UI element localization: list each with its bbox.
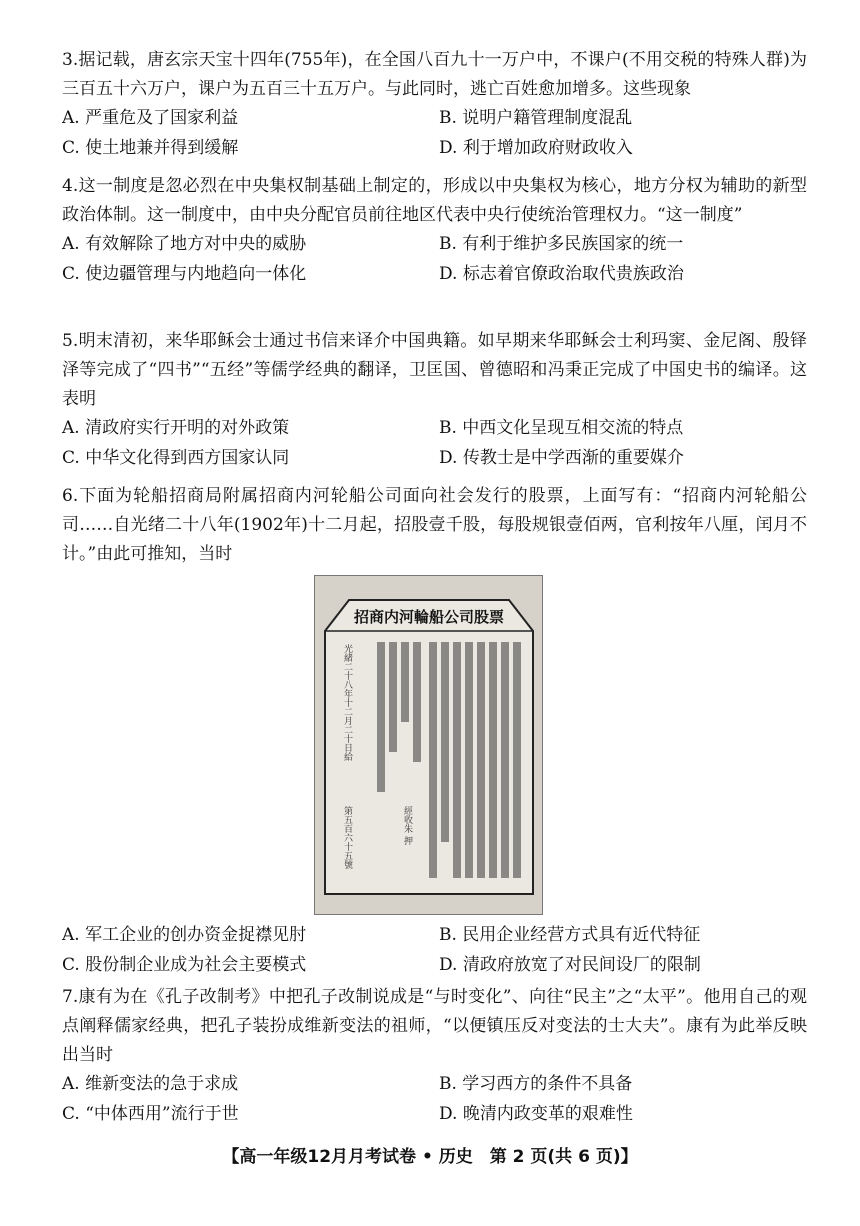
question-5 (62, 327, 807, 473)
option-a: A. 维新变法的急于求成 (62, 1074, 239, 1094)
question-stem: 6.下面为轮船招商局附属招商内河轮船公司面向社会发行的股票，上面写有：“招商内河轮船公司……自光绪二十八年(1902年)十二月起，招股壹千股，每股规银壹佰两，官利按年八厘，闰月不计。”由此可推知，当时 (62, 486, 807, 564)
option-d: D. 清政府放宽了对民间设厂的限制 (439, 954, 701, 975)
question-stem: 3.据记载，唐玄宗天宝十四年(755年)，在全国八百九十一万户中，不课户(不用交税的特殊人群)为三百五十六万户，课户为五百三十五万户。与此同时，逃亡百姓愈加增多。这些现象 (62, 50, 807, 99)
option-b: B. 学习西方的条件不具备 (439, 1074, 633, 1094)
certificate-header: 招商内河輪船公司股票 (353, 608, 505, 626)
option-a: A. 清政府实行开明的对外政策 (62, 418, 290, 438)
option-b: B. 中西文化呈现互相交流的特点 (439, 418, 684, 438)
certificate-signature: 經收朱 押 (402, 806, 412, 845)
certificate-number: 第五百六十五號 (342, 806, 352, 869)
option-a: A. 严重危及了国家利益 (62, 108, 239, 128)
stock-certificate-image (314, 575, 543, 915)
question-6 (62, 482, 807, 569)
option-d: D. 利于增加政府财政收入 (439, 137, 633, 158)
option-c: C. 使边疆管理与内地趋向一体化 (62, 263, 307, 284)
option-b: B. 民用企业经营方式具有近代特征 (439, 925, 701, 945)
question-6-options (62, 921, 807, 980)
question-7 (62, 983, 807, 1129)
option-d: D. 晚清内政变革的艰难性 (439, 1103, 633, 1124)
question-4 (62, 172, 807, 289)
option-a: A. 有效解除了地方对中央的威胁 (62, 234, 307, 254)
option-c: C. 股份制企业成为社会主要模式 (62, 954, 307, 975)
question-stem: 4.这一制度是忽必烈在中央集权制基础上制定的，形成以中央集权为核心，地方分权为辅助的新型政治体制。这一制度中，由中央分配官员前往地区代表中央行使统治管理权力。“这一制度” (62, 176, 807, 225)
question-stem: 7.康有为在《孔子改制考》中把孔子改制说成是“与时变化”、向往“民主”之“太平”。他用自己的观点阐释儒家经典，把孔子装扮成维新变法的祖师，“以便镇压反对变法的士大夫”。康有为此举反映出当时 (62, 987, 807, 1065)
option-d: D. 标志着官僚政治取代贵族政治 (439, 263, 684, 284)
option-c: C. 使土地兼并得到缓解 (62, 137, 239, 158)
options (62, 104, 807, 163)
page-footer: 【高一年级12月月考试卷 • 历史 第 2 页(共 6 页)】 (222, 1147, 638, 1167)
options (62, 230, 807, 289)
options (62, 921, 807, 980)
options (62, 414, 807, 473)
question-3 (62, 46, 807, 163)
option-d: D. 传教士是中学西渐的重要媒介 (439, 447, 684, 468)
option-c: C. 中华文化得到西方国家认同 (62, 447, 290, 468)
option-b: B. 说明户籍管理制度混乱 (439, 108, 633, 128)
options (62, 1070, 807, 1129)
stock-certificate-drawing (315, 576, 542, 914)
option-a: A. 军工企业的创办资金捉襟见肘 (62, 925, 307, 945)
option-c: C. “中体西用”流行于世 (62, 1103, 239, 1124)
question-stem: 5.明末清初，来华耶稣会士通过书信来译介中国典籍。如早期来华耶稣会士利玛窦、金尼阁、殷铎泽等完成了“四书”“五经”等儒学经典的翻译，卫匡国、曾德昭和冯秉正完成了中国史书的编译。这表明 (62, 331, 807, 409)
option-b: B. 有利于维护多民族国家的统一 (439, 234, 684, 254)
certificate-date: 光緒二十八年十二月二十日給 (342, 644, 352, 761)
